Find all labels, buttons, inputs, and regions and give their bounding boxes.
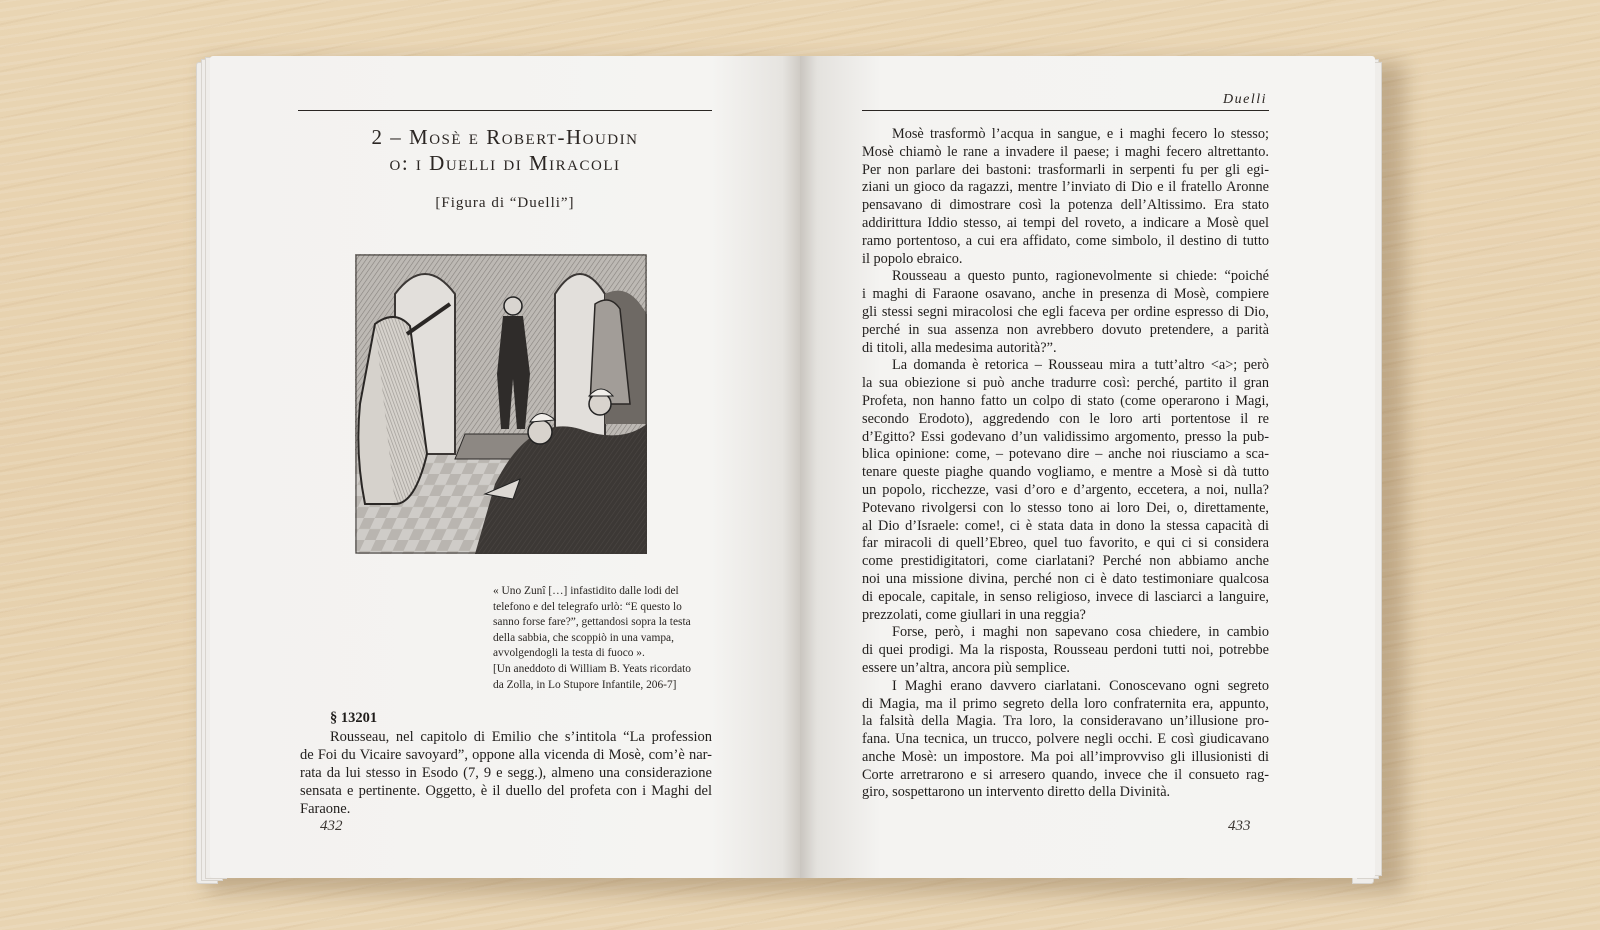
text-line: sensata e pertinente. Oggetto, è il duello del profeta con i Maghi del — [300, 783, 712, 799]
caption-line: della sabbia, che scoppiò in una vampa, — [493, 631, 674, 644]
caption-line: « Uno Zunî […] infastidito dalle lodi del — [493, 585, 679, 597]
chapter-title — [290, 124, 720, 176]
text-line: La domanda è retorica – Rousseau mira a tutt’altro <a>; però — [892, 357, 1269, 374]
text-line: Potevano rivolgersi con lo stesso tono ai loro Dei, o, direttamente, — [862, 499, 1269, 516]
caption-line: da Zolla, in Lo Stupore Infantile, 206-7] — [493, 678, 677, 691]
text-line: di Magia, ma il primo segreto della loro confraternita era, appunto, — [862, 695, 1269, 712]
text-line: pensavano di dimostrare così la potenza dell’Altissimo. Era stato — [862, 197, 1269, 214]
text-line: di quei prodigi. Ma la risposta, Rousseau perdoni tutti noi, potrebbe — [862, 642, 1269, 659]
text-line: di titoli, alla medesima autorità?”. — [862, 339, 1057, 356]
text-line: rata da lui stesso in Esodo (7, 9 e segg.), almeno una considerazione — [300, 765, 712, 781]
text-line: anche Mosè: un impostore. Ma poi all’improvviso gli illusionisti di — [862, 748, 1269, 765]
caption-line: avvolgendogli la testa di fuoco ». — [493, 647, 645, 660]
text-line: giro, sospettarono un intervento diretto della Divinità. — [862, 784, 1171, 801]
engraving-illustration — [355, 254, 647, 554]
text-line: ramo portentoso, a cui era affidato, come simbolo, il destino di tutto — [862, 232, 1269, 249]
text-line: i maghi di Faraone osavano, anche in presenza di Mosè, compiere — [862, 286, 1269, 303]
left-body-text — [300, 728, 712, 818]
text-line: Mosè chiamò le rane a invadere il paese; i maghi fecero altrettanto. — [862, 143, 1269, 160]
text-line: blica opinione: come, – potevano dire – anche noi riusciamo a sca- — [862, 446, 1269, 463]
text-line: il popolo ebraico. — [862, 250, 963, 267]
right-page — [800, 56, 1375, 878]
page-number: 432 — [320, 818, 343, 834]
running-head: Duelli — [1223, 92, 1267, 107]
text-line: di epocale, capitale, in senso religioso, invece di lasciarci a languire, — [862, 588, 1269, 605]
text-line: un popolo, ricchezze, vasi d’oro e d’argento, eccetera, a noi, nulla? — [862, 481, 1269, 498]
text-line: noi una missione divina, perché non ci è dato testimoniare qualcosa — [862, 570, 1269, 587]
text-line: I Maghi erano davvero ciarlatani. Conoscevano ogni segreto — [892, 677, 1269, 694]
right-body-text — [862, 126, 1269, 802]
text-line: Per non parlare dei bastoni: trasformarli in serpenti fu per gli egi- — [862, 161, 1269, 178]
text-line: la falsità della Magia. Tra loro, la consideravano un’illusione pro- — [862, 713, 1269, 730]
caption-line: [Un aneddoto di William B. Yeats ricordato — [493, 662, 692, 675]
text-line: addirittura Iddio stesso, ai tempi del roveto, a indicare a Mosè quel — [862, 214, 1269, 231]
top-rule — [298, 110, 712, 111]
text-line: tenare queste piaghe quando vogliamo, e mentre a Mosè si dà tutto — [862, 464, 1269, 481]
text-line: Profeta, non hanno fatto un colpo di stato (come operarono i Magi, — [862, 392, 1269, 409]
text-line: prezzolati, come giullari in una reggia? — [862, 606, 1086, 623]
text-line: perché in sua assenza non avrebbero dovuto pretendere, a parità — [862, 321, 1269, 338]
caption-line: telefono e del telegrafo urlò: “E questo lo — [493, 600, 682, 613]
chapter-title-line: 2 – Mosè e Robert-Houdin — [371, 125, 639, 149]
text-line: al Dio d’Israele: come!, ci è stata data in dono la stessa capacità di — [862, 517, 1269, 534]
text-line: Rousseau, nel capitolo di Emilio che s’intitola “La profession — [330, 729, 712, 745]
section-number: § 13201 — [330, 710, 378, 726]
text-line: Forse, però, i maghi non sapevano cosa chiedere, in cambio — [892, 624, 1269, 641]
figure-label: [Figura di “Duelli”] — [435, 195, 575, 211]
top-rule — [862, 110, 1269, 111]
text-line: Rousseau a questo punto, ragionevolmente si chiede: “poiché — [892, 268, 1269, 285]
text-line: la sua obiezione si può anche tradurre così: perché, partito il gran — [862, 375, 1269, 392]
text-line: Faraone. — [300, 801, 351, 817]
text-line: fana. Una tecnica, un trucco, polvere negli occhi. E così giudicavano — [862, 731, 1269, 748]
left-page — [210, 56, 800, 878]
text-line: Corte arretrarono e si arresero quando, invece che il consueto rag- — [862, 766, 1269, 783]
epigraph-caption — [493, 584, 718, 693]
caption-line: sanno forse fare?”, gettandosi sopra la testa — [493, 616, 691, 629]
text-line: secondo Erodoto), aggredendo con le loro arti portentose il re — [862, 410, 1269, 427]
text-line: de Foi du Vicaire savoyard”, oppone alla vicenda di Mosè, com’è nar- — [300, 747, 712, 763]
text-line: essere un’altra, ancora più semplice. — [862, 659, 1071, 676]
page-number: 433 — [1228, 818, 1251, 834]
text-line: gli stessi segni miracolosi che egli faceva per ordine espresso di Dio, — [862, 303, 1269, 320]
text-line: d’Egitto? Essi godevano d’un validissimo argomento, presso la pub- — [862, 428, 1269, 445]
text-line: ziani un gioco da ragazzi, mentre l’inviato di Dio e il fratello Aronne — [862, 179, 1269, 196]
chapter-title-line: o: i Duelli di Miracoli — [389, 151, 621, 175]
text-line: far miracoli di quell’Ebreo, quel tuo favorito, e qui ci si considera — [862, 535, 1269, 552]
text-line: come prestidigitatori, come ciarlatani? Perché non abbiamo anche — [862, 553, 1269, 570]
text-line: Mosè trasformò l’acqua in sangue, e i maghi fecero lo stesso; — [892, 126, 1269, 142]
